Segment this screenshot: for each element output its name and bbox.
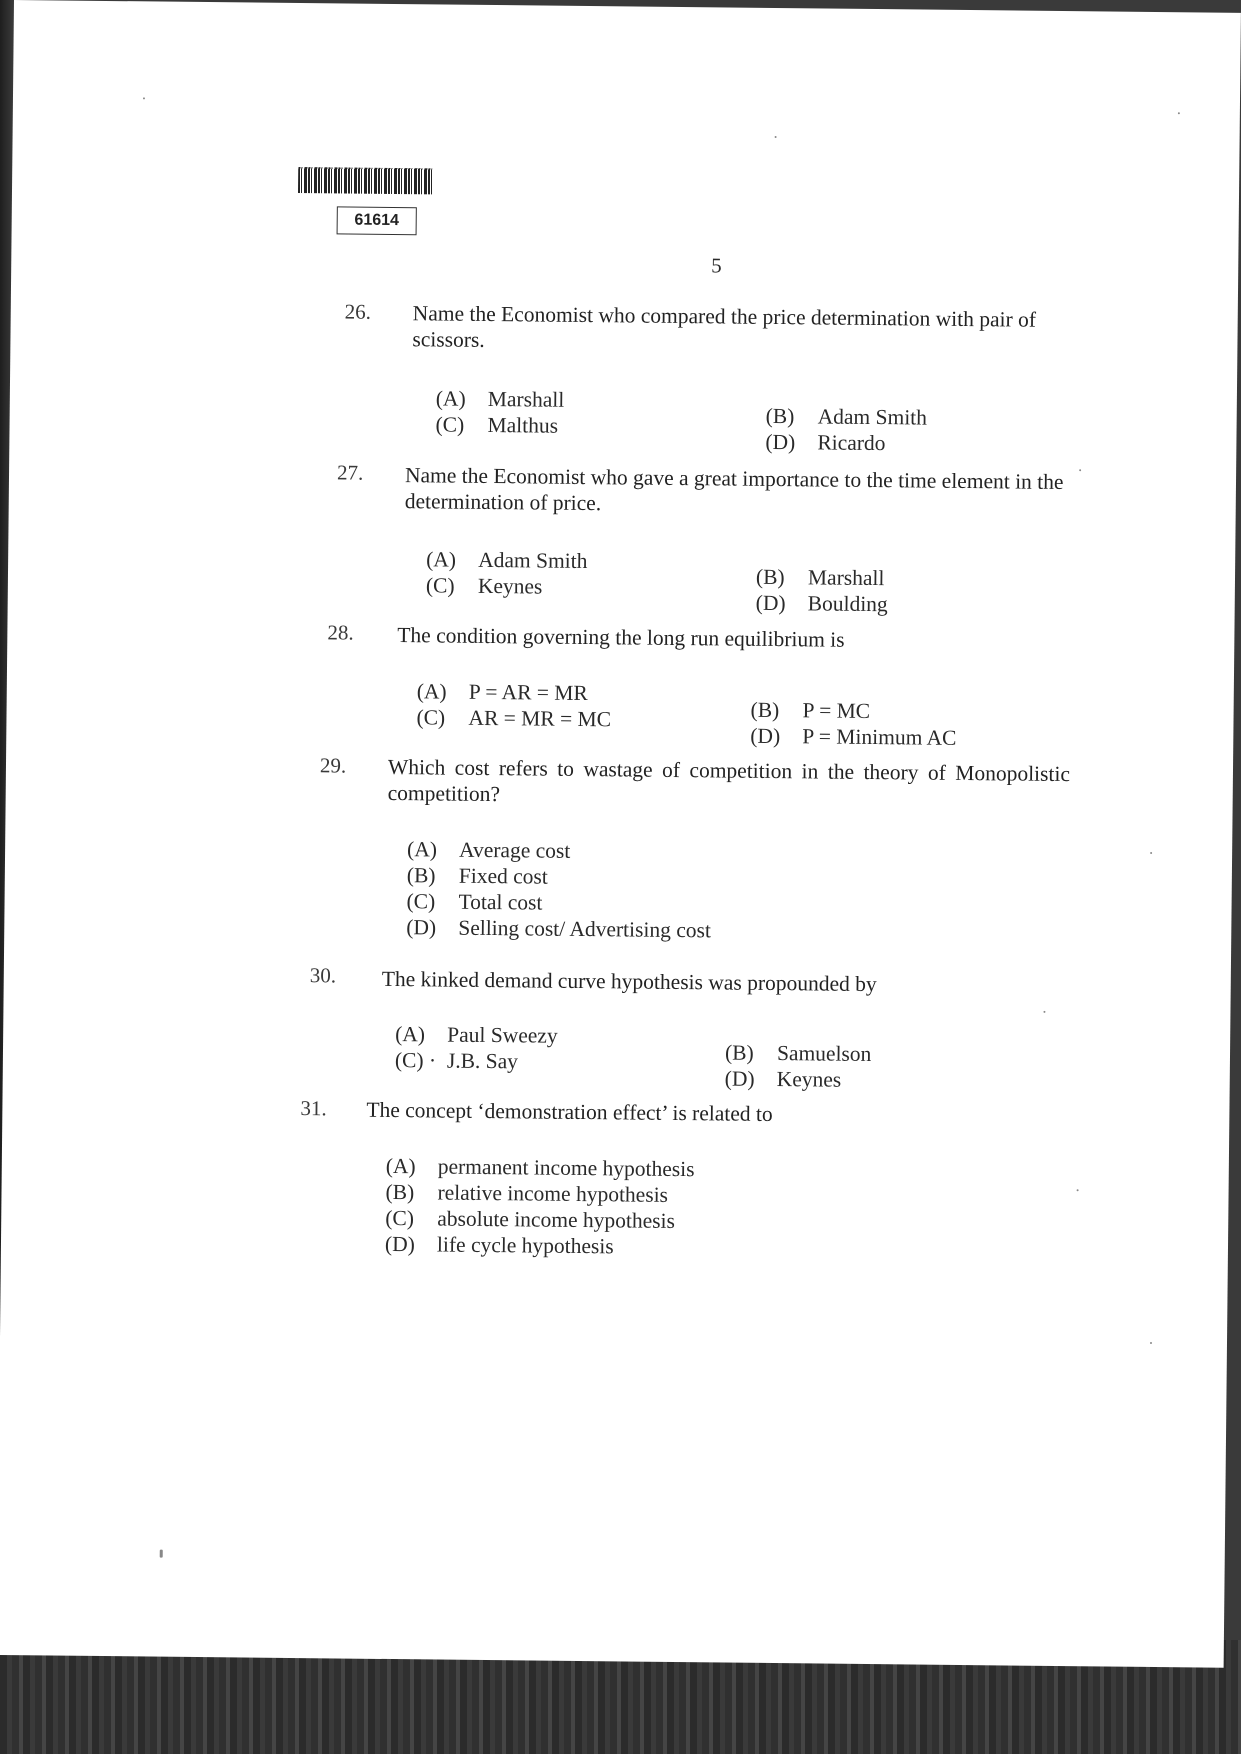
option-label: (A) bbox=[416, 679, 447, 704]
option-text: Ricardo bbox=[817, 430, 886, 456]
option-label: (A) bbox=[426, 547, 457, 572]
option-text: P = AR = MR bbox=[468, 679, 588, 706]
option-text: J.B. Say bbox=[446, 1048, 519, 1074]
option-label: (B) bbox=[765, 403, 795, 429]
option-label: (D) bbox=[724, 1066, 755, 1091]
option-label: (B) bbox=[750, 697, 780, 723]
option-label: (B) bbox=[406, 863, 436, 888]
scan-speck bbox=[1079, 469, 1081, 471]
question-text: The kinked demand curve hypothesis was propounded by bbox=[381, 966, 877, 997]
option-label: (C) bbox=[416, 705, 446, 730]
option-b[interactable] bbox=[407, 863, 548, 889]
option-b[interactable] bbox=[766, 404, 928, 431]
page-number: 5 bbox=[711, 253, 722, 278]
question-text: Name the Economist who compared the price determination with pair of scissors. bbox=[412, 301, 1037, 352]
option-text: Paul Sweezy bbox=[447, 1022, 558, 1048]
option-label: (C) · bbox=[394, 1048, 437, 1073]
option-text: Keynes bbox=[477, 573, 543, 599]
scan-speck bbox=[1150, 1342, 1152, 1344]
option-a[interactable] bbox=[426, 547, 588, 574]
question-number: 31. bbox=[300, 1096, 327, 1121]
option-label: (C) bbox=[425, 573, 455, 598]
option-text: AR = MR = MC bbox=[468, 705, 612, 732]
option-label: (C) bbox=[435, 412, 465, 437]
option-a[interactable] bbox=[407, 837, 570, 864]
option-c[interactable] bbox=[385, 1206, 675, 1234]
option-label: (A) bbox=[407, 837, 438, 862]
option-text: life cycle hypothesis bbox=[436, 1232, 614, 1259]
option-label: (D) bbox=[755, 590, 786, 616]
option-label: (D) bbox=[765, 429, 796, 455]
option-text: Average cost bbox=[459, 837, 571, 863]
paper-code: 61614 bbox=[337, 206, 417, 235]
scan-speck bbox=[1077, 1189, 1079, 1191]
option-label: (A) bbox=[395, 1022, 426, 1047]
option-text: Selling cost/ Advertising cost bbox=[458, 915, 712, 943]
option-label: (D) bbox=[406, 915, 437, 940]
question-number: 27. bbox=[336, 460, 364, 485]
option-text: Marshall bbox=[487, 386, 565, 412]
option-a[interactable] bbox=[386, 1154, 695, 1182]
option-text: Adam Smith bbox=[817, 404, 928, 430]
option-label: (A) bbox=[385, 1153, 416, 1179]
option-label: (A) bbox=[435, 386, 466, 411]
option-text: Samuelson bbox=[776, 1041, 872, 1067]
scan-speck bbox=[143, 97, 145, 99]
scan-speck bbox=[1178, 112, 1180, 114]
option-label: (D) bbox=[384, 1231, 415, 1257]
option-d[interactable] bbox=[725, 1067, 842, 1093]
option-label: (C) bbox=[385, 1205, 415, 1231]
option-text: relative income hypothesis bbox=[437, 1180, 669, 1207]
option-a[interactable] bbox=[436, 386, 565, 412]
option-text: permanent income hypothesis bbox=[437, 1154, 695, 1182]
question-number: 26. bbox=[344, 299, 372, 324]
option-d[interactable] bbox=[406, 915, 711, 943]
option-label: (D) bbox=[750, 723, 781, 749]
scan-speck bbox=[160, 1550, 163, 1558]
question-number: 28. bbox=[327, 620, 354, 645]
question-text: Name the Economist who gave a great importance to the time element in the determination of price. bbox=[404, 463, 1064, 516]
option-text: Total cost bbox=[458, 889, 543, 915]
option-d[interactable] bbox=[756, 591, 888, 617]
question-text: The concept ‘demonstration effect’ is related to bbox=[366, 1097, 773, 1127]
option-d[interactable] bbox=[385, 1232, 614, 1259]
option-b[interactable] bbox=[756, 565, 885, 591]
question-number: 30. bbox=[309, 963, 337, 988]
scan-speck bbox=[775, 136, 777, 138]
option-d[interactable] bbox=[750, 724, 956, 751]
scan-speck bbox=[1150, 852, 1152, 854]
option-text: absolute income hypothesis bbox=[437, 1206, 676, 1233]
option-text: P = MC bbox=[802, 698, 871, 724]
option-label: (C) bbox=[406, 889, 436, 914]
option-label: (B) bbox=[724, 1040, 754, 1065]
option-text: Adam Smith bbox=[478, 547, 588, 574]
scan-speck bbox=[1043, 1011, 1045, 1013]
option-b[interactable] bbox=[385, 1180, 668, 1208]
option-a[interactable] bbox=[395, 1022, 558, 1049]
option-b[interactable] bbox=[750, 698, 870, 724]
option-text: Boulding bbox=[807, 591, 888, 617]
option-c[interactable] bbox=[406, 889, 542, 915]
option-label: (B) bbox=[385, 1179, 415, 1205]
option-c[interactable] bbox=[435, 412, 558, 438]
question-number: 29. bbox=[319, 753, 347, 778]
question-text: Which cost refers to wastage of competition in the theory of Monopolistic competition? bbox=[387, 754, 1071, 807]
option-c[interactable] bbox=[426, 573, 543, 599]
option-text: Marshall bbox=[807, 565, 885, 591]
option-d[interactable] bbox=[765, 430, 885, 456]
option-text: P = Minimum AC bbox=[802, 724, 957, 750]
option-c[interactable] bbox=[395, 1048, 518, 1074]
option-text: Keynes bbox=[776, 1067, 842, 1092]
option-c[interactable] bbox=[416, 705, 611, 732]
option-text: Fixed cost bbox=[458, 863, 548, 889]
question-text: The condition governing the long run equilibrium is bbox=[397, 623, 845, 652]
option-a[interactable] bbox=[417, 679, 588, 706]
option-label: (B) bbox=[755, 564, 785, 590]
barcode-icon bbox=[298, 167, 432, 194]
option-b[interactable] bbox=[725, 1041, 872, 1068]
option-text: Malthus bbox=[487, 412, 559, 438]
